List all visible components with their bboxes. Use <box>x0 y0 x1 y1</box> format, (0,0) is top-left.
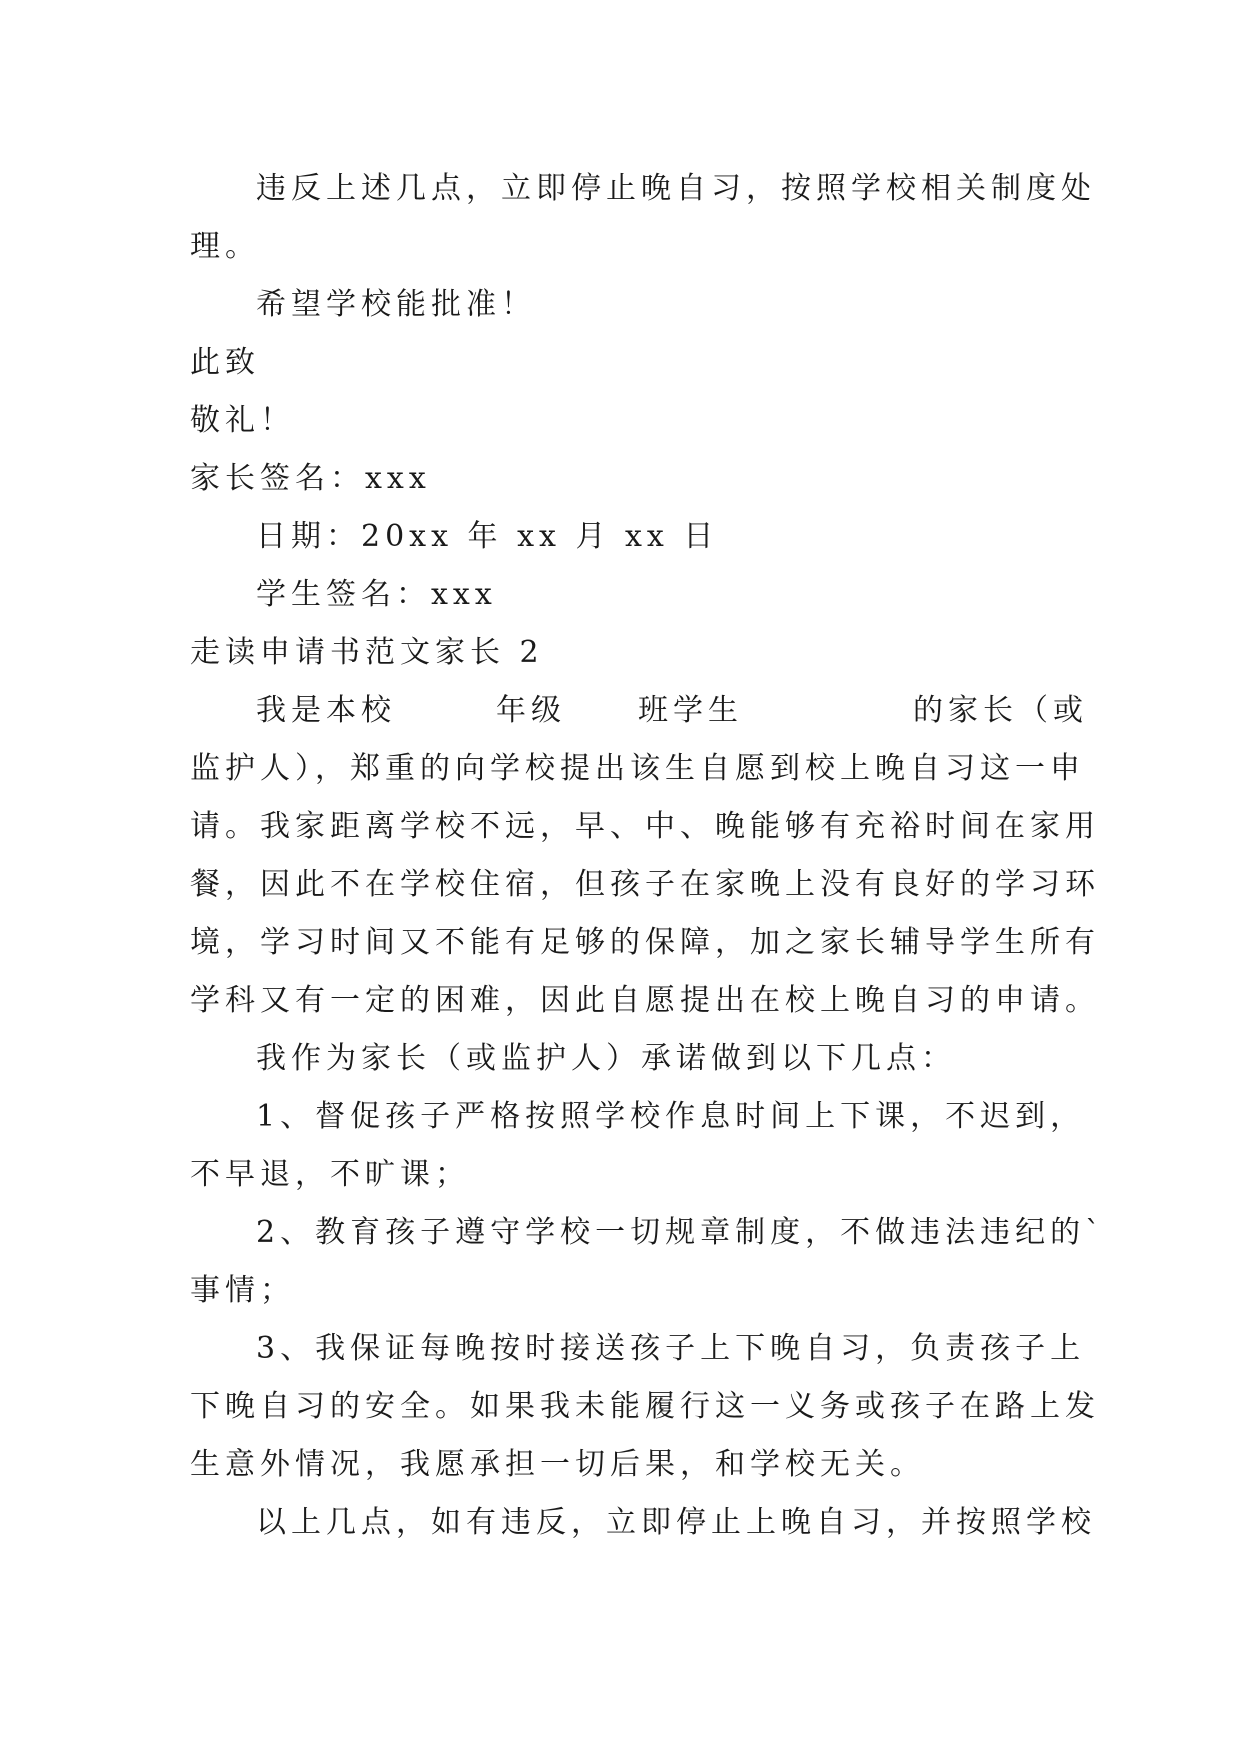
commitment-item-3: 3、我保证每晚按时接送孩子上下晚自习，负责孩子上 <box>256 1331 1086 1366</box>
text-line: 希望学校能批准！ <box>256 287 536 322</box>
text-line: 请。我家距离学校不远，早、中、晚能够有充裕时间在家用 <box>190 809 1100 844</box>
text-line: 学科又有一定的困难，因此自愿提出在校上晚自习的申请。 <box>190 983 1100 1018</box>
closing-respect: 敬礼！ <box>190 403 295 438</box>
commitment-item-1: 1、督促孩子严格按照学校作息时间上下课，不迟到， <box>256 1099 1086 1134</box>
form-line-class: 班学生 <box>638 693 743 728</box>
form-line <box>190 682 1088 740</box>
text-line: 生意外情况，我愿承担一切后果，和学校无关。 <box>190 1447 925 1482</box>
parent-signature: 家长签名：xxx <box>190 461 431 496</box>
form-line-school: 我是本校 <box>256 693 396 728</box>
form-line-grade: 年级 <box>496 693 566 728</box>
commitment-item-2: 2、教育孩子遵守学校一切规章制度，不做违法违纪的` <box>256 1215 1106 1250</box>
text-line: 境，学习时间又不能有足够的保障，加之家长辅导学生所有 <box>190 925 1100 960</box>
text-line: 监护人），郑重的向学校提出该生自愿到校上晚自习这一申 <box>190 751 1085 786</box>
closing-salutation: 此致 <box>190 345 260 380</box>
text-line: 不早退，不旷课； <box>190 1157 470 1192</box>
text-line: 餐，因此不在学校住宿，但孩子在家晚上没有良好的学习环 <box>190 867 1100 902</box>
commitment-intro: 我作为家长（或监护人）承诺做到以下几点： <box>256 1041 956 1076</box>
document-body <box>190 160 1106 1552</box>
student-signature: 学生签名：xxx <box>256 577 497 612</box>
section-title: 走读申请书范文家长 2 <box>190 635 544 670</box>
form-line-parent: 的家长（或 <box>913 693 1088 728</box>
text-line: 理。 <box>190 229 260 264</box>
text-line: 违反上述几点，立即停止晚自习，按照学校相关制度处 <box>256 171 1096 206</box>
text-line: 以上几点，如有违反，立即停止上晚自习，并按照学校 <box>256 1505 1096 1540</box>
date-line: 日期：20xx 年 xx 月 xx 日 <box>256 519 719 554</box>
text-line: 下晚自习的安全。如果我未能履行这一义务或孩子在路上发 <box>190 1389 1100 1424</box>
text-line: 事情； <box>190 1273 295 1308</box>
